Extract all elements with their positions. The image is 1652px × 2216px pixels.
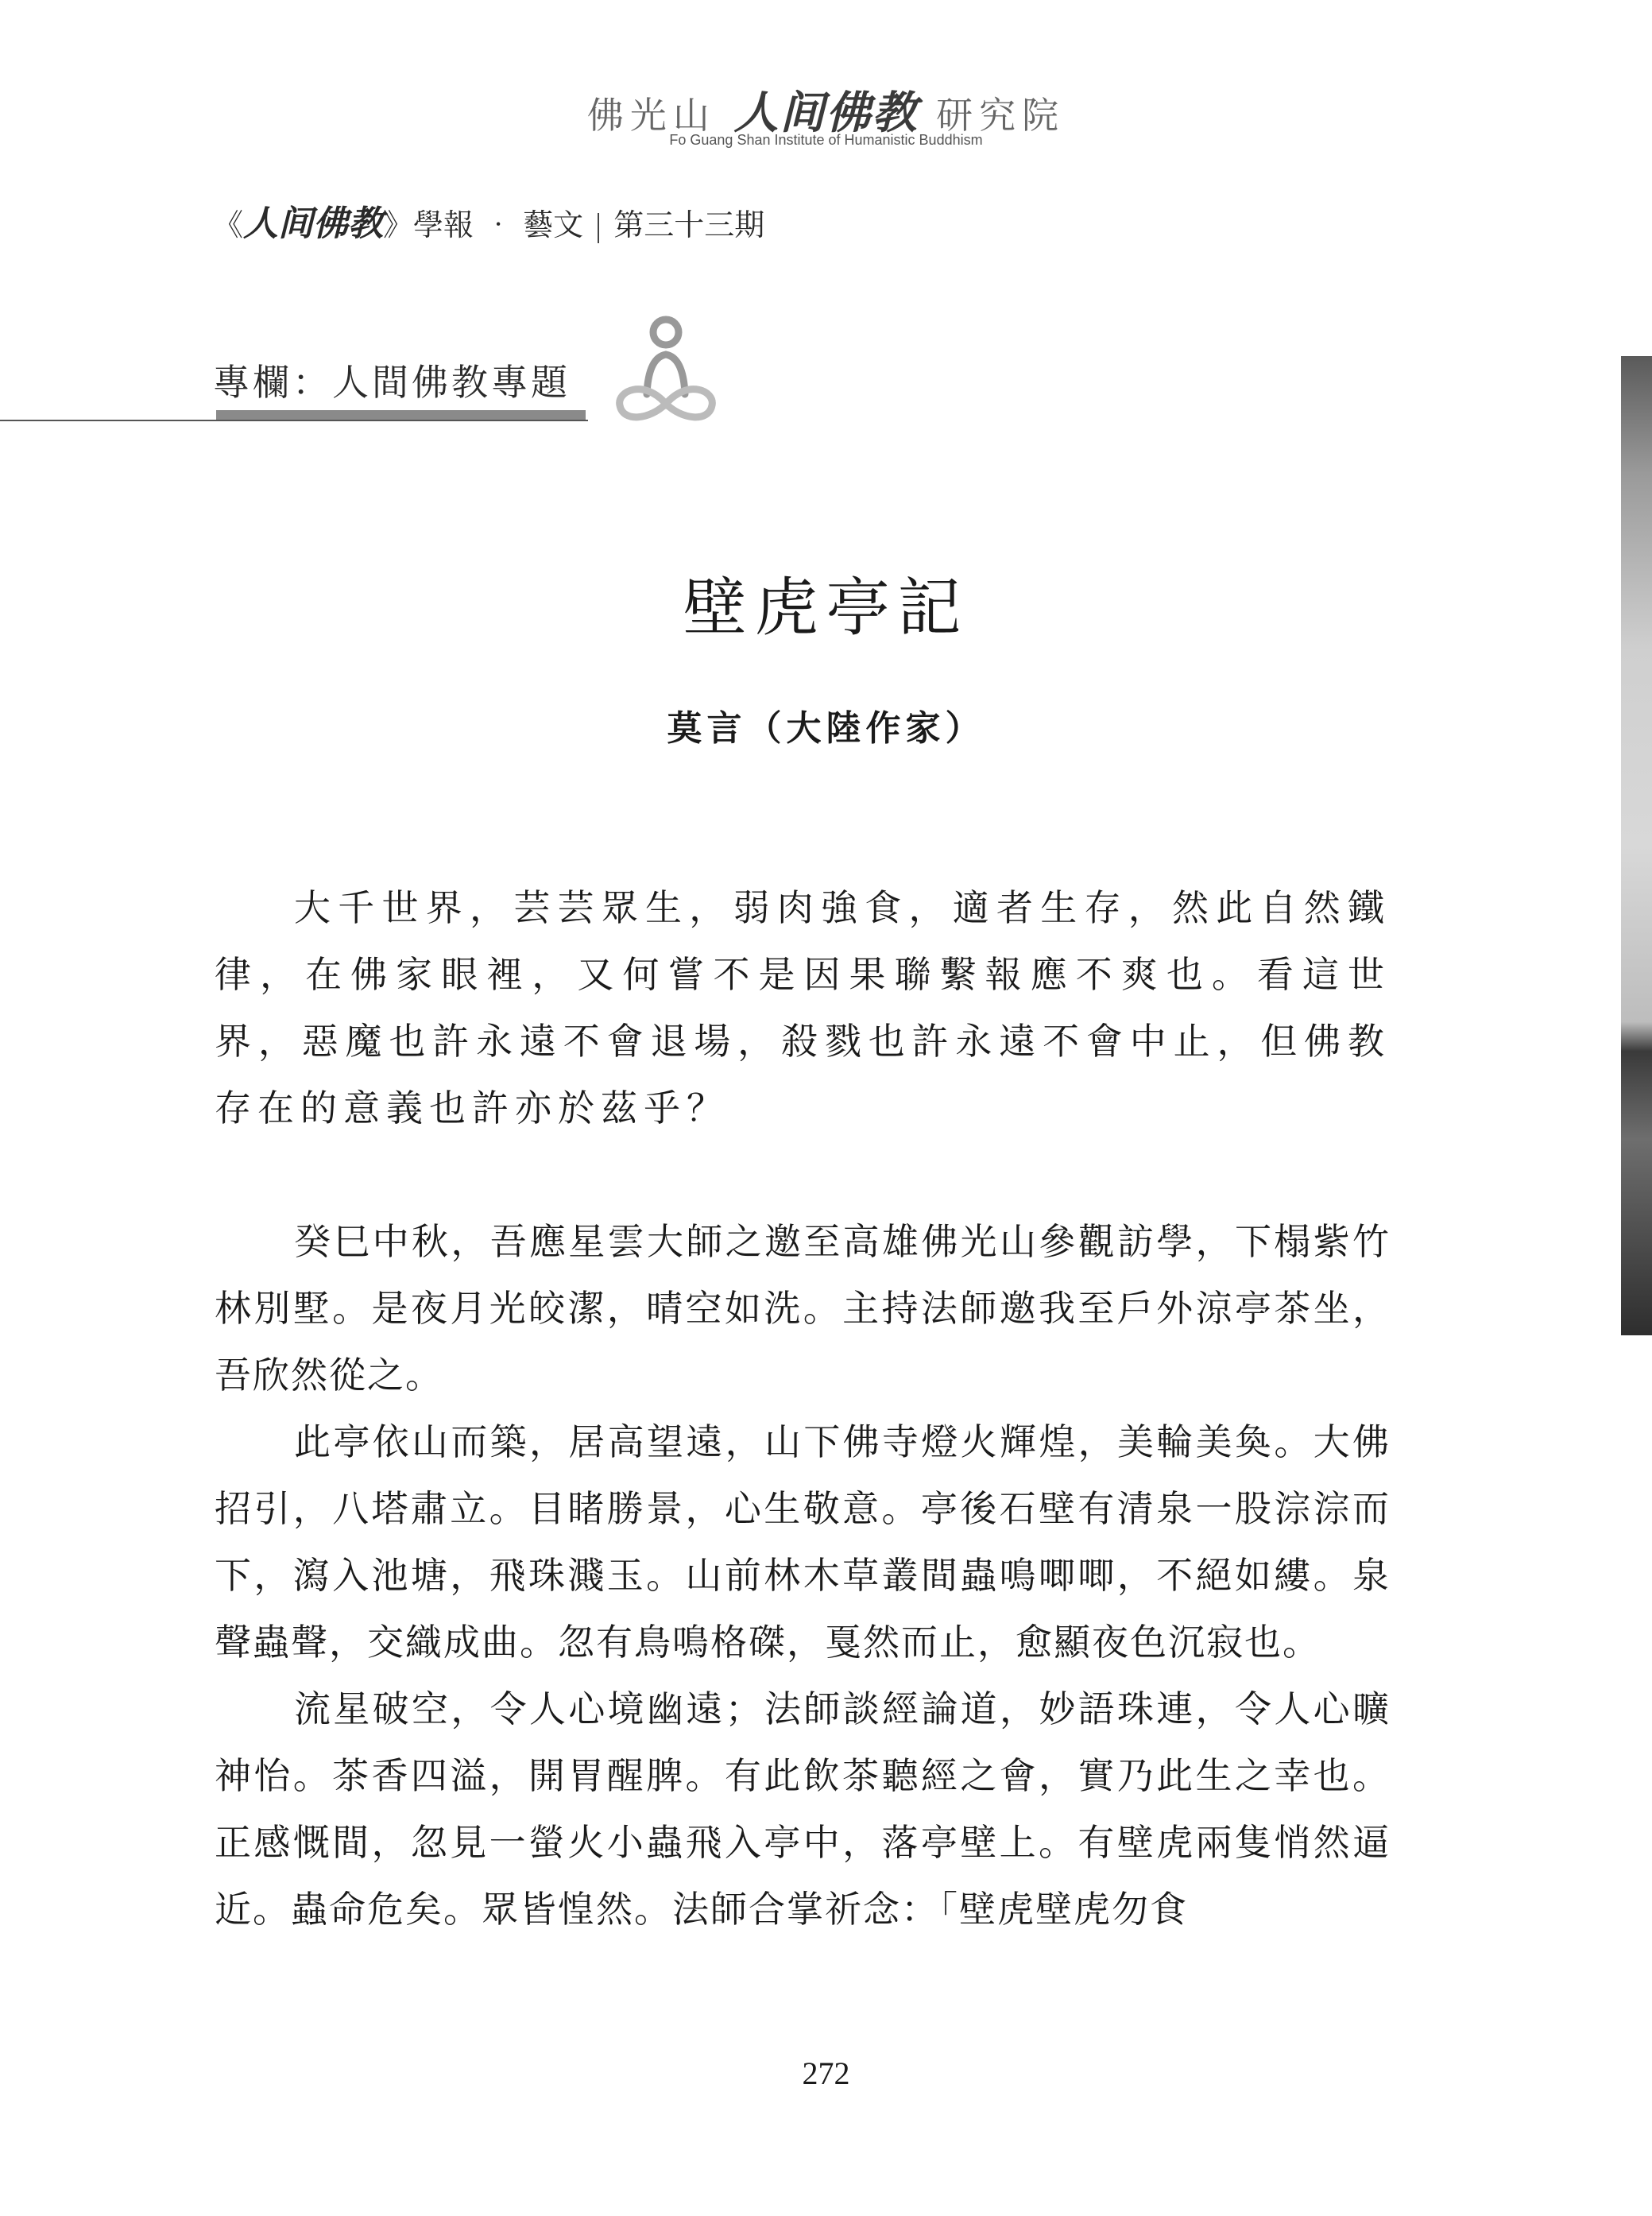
- meditation-figure-icon: [612, 315, 720, 431]
- journal-running-head: [213, 195, 764, 246]
- institute-prefix: 佛光山: [586, 94, 716, 137]
- page-number: 272: [802, 2055, 850, 2091]
- edge-photo-strip: [1621, 356, 1652, 1335]
- article-author: 莫言（大陸作家）: [667, 708, 985, 749]
- journal-open-bracket: 《: [213, 207, 244, 242]
- institute-english-name: Fo Guang Shan Institute of Humanistic Buddhism: [669, 132, 983, 148]
- column-label: 專欄：人間佛教專題: [213, 361, 571, 404]
- column-rule: [0, 420, 588, 421]
- journal-section: 》學報 ‧ 藝文: [383, 207, 584, 242]
- journal-issue: 第三十三期: [613, 207, 765, 242]
- column-rule-accent: [216, 410, 586, 420]
- institute-suffix: 研究院: [936, 94, 1066, 137]
- body-paragraph: 大千世界，芸芸眾生，弱肉強食，適者生存，然此自然鐵律，在佛家眼裡，又何嘗不是因果聯繫報應不爽也。看這世界，惡魔也許永遠不會退場，殺戮也許永遠不會中止，但佛教存在的意義也許亦於茲乎？: [215, 886, 1391, 1129]
- body-paragraph: 此亭依山而築，居高望遠，山下佛寺燈火輝煌，美輪美奐。大佛招引，八塔肅立。目睹勝景，心生敬意。亭後石壁有清泉一股淙淙而下，瀉入池塘，飛珠濺玉。山前林木草叢間蟲鳴唧唧，不絕如縷。泉聲蟲聲，交織成曲。忽有鳥鳴格磔，戛然而止，愈顯夜色沉寂也。: [215, 1420, 1391, 1664]
- article-body: [215, 874, 1391, 1943]
- institute-brand-logotype: 人间佛教: [733, 87, 919, 139]
- body-paragraph: 癸巳中秋，吾應星雲大師之邀至高雄佛光山參觀訪學，下榻紫竹林別墅。是夜月光皎潔，晴空如洗。主持法師邀我至戶外涼亭茶坐，吾欣然從之。: [215, 1220, 1391, 1397]
- header-divider: [598, 213, 599, 243]
- journal-brand-logotype: 人间佛教: [243, 203, 384, 244]
- body-paragraph: 流星破空，令人心境幽遠；法師談經論道，妙語珠連，令人心曠神怡。茶香四溢，開胃醒脾。有此飲茶聽經之會，實乃此生之幸也。正感慨間，忽見一螢火小蟲飛入亭中，落亭壁上。有壁虎兩隻悄然逼近。蟲命危矣。眾皆惶然。法師合掌祈念：「壁虎壁虎勿食: [215, 1687, 1391, 1931]
- article-title: 壁虎亭記: [683, 571, 969, 645]
